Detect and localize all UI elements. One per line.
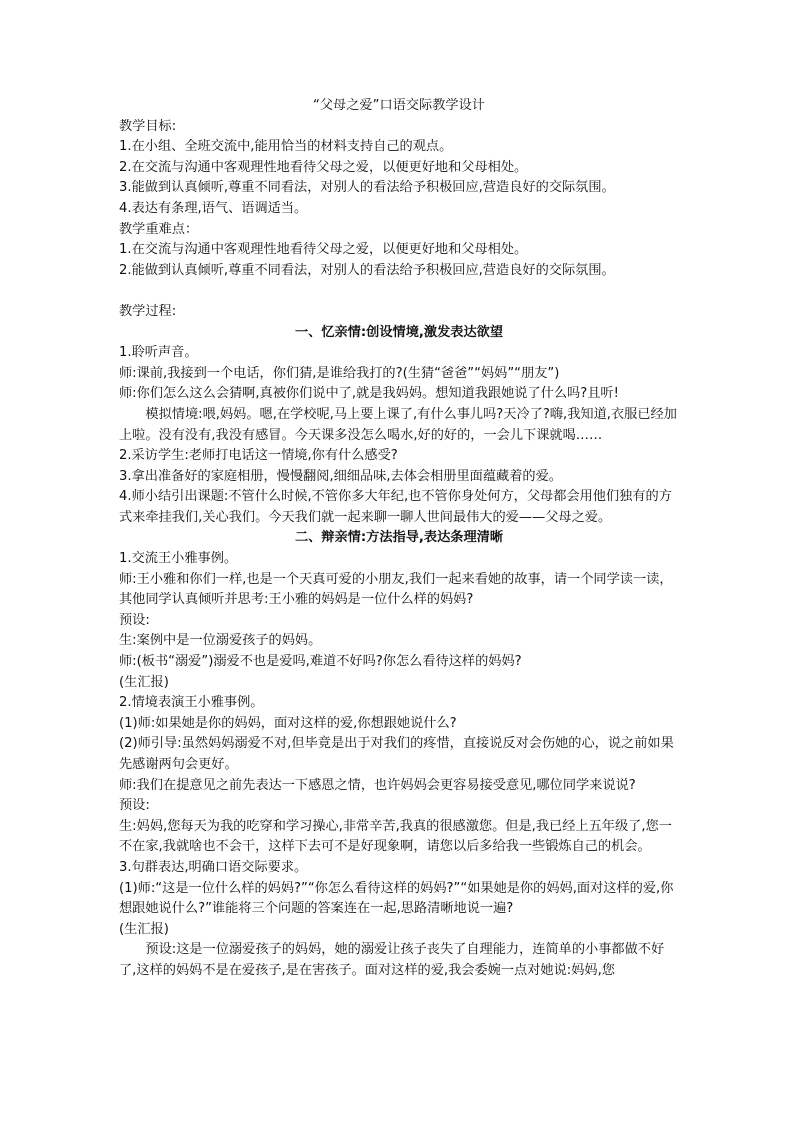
section-heading: 二、辩亲情:方法指导,表达条理清晰 xyxy=(294,530,504,546)
paragraph: 3.拿出准备好的家庭相册，慢慢翻阅,细细品味,去体会相册里面蕴藏着的爱。 xyxy=(119,468,562,484)
paragraph: 预设:这是一位溺爱孩子的妈妈，她的溺爱让孩子丧失了自理能力，连简单的小事都做不好了,这样的妈妈不是在爱孩子,是在害孩子。面对这样的爱,我会委婉一点对她说:妈妈,您 xyxy=(119,942,665,978)
key-points-heading: 教学重难点： xyxy=(119,221,199,237)
paragraph: (1)师:“这是一位什么样的妈妈?”“你怎么看待这样的妈妈?”“如果她是你的妈妈,面对这样的爱,你想跟她说什么?”谁能将三个问题的答案连在一起,思路清晰地说一遍? xyxy=(119,880,674,917)
key-point-item: 2.能做到认真倾听,尊重不同看法，对别人的看法给予积极回应,营造良好的交际氛围。 xyxy=(119,262,615,278)
document-body xyxy=(119,96,679,982)
paragraph: (1)师:如果她是你的妈妈，面对这样的爱,你想跟她说什么? xyxy=(119,715,457,731)
paragraph: (生汇报) xyxy=(119,921,169,937)
paragraph: (2)师引导:虽然妈妈溺爱不对,但毕竟是出于对我们的疼惜，直接说反对会伤她的心，说之前如果先感谢两句会更好。 xyxy=(119,736,674,772)
document-title: “父母之爱”口语交际教学设计 xyxy=(313,98,485,113)
goals-heading: 教学目标: xyxy=(119,118,177,134)
paragraph: 师:你们怎么这么会猜啊,真被你们说中了,就是我妈妈。想知道我跟她说了什么吗?且听! xyxy=(119,386,619,402)
paragraph: 2.情境表演王小雅事例。 xyxy=(119,695,264,711)
goal-item: 4.表达有条理,语气、语调适当。 xyxy=(119,200,308,216)
paragraph: 师:(板书“溺爱”)溺爱不也是爱吗,难道不好吗?你怎么看待这样的妈妈? xyxy=(119,654,522,670)
goal-item: 1.在小组、全班交流中,能用恰当的材料支持自己的观点。 xyxy=(119,139,453,155)
process-heading: 教学过程: xyxy=(119,303,177,319)
paragraph: 3.句群表达,明确口语交际要求。 xyxy=(119,859,308,875)
paragraph: 2.采访学生:老师打电话这一情境,你有什么感受? xyxy=(119,448,398,464)
blank-line xyxy=(119,281,679,302)
paragraph: (生汇报) xyxy=(119,674,169,690)
paragraph: 生:妈妈,您每天为我的吃穿和学习操心,非常辛苦,我真的很感激您。但是,我已经上五年级了,您一不在家,我就啥也不会干，这样下去可不是好现象啊，请您以后多给我一些锻炼自己的机会。 xyxy=(119,818,672,855)
paragraph: 师:王小雅和你们一样,也是一个天真可爱的小朋友,我们一起来看她的故事，请一个同学读一读，其他同学认真倾听并思考:王小雅的妈妈是一位什么样的妈妈? xyxy=(119,571,673,608)
paragraph: 预设: xyxy=(119,798,150,814)
goal-item: 3.能做到认真倾听,尊重不同看法，对别人的看法给予积极回应,营造良好的交际氛围。 xyxy=(119,180,615,196)
paragraph: 模拟情境:喂,妈妈。嗯,在学校呢,马上要上课了,有什么事儿吗?天冷了?嗨,我知道,衣服已经加上啦。没有没有,我没有感冒。今天课多没怎么喝水,好的好的，一会儿下课就喝…… xyxy=(119,406,677,443)
goal-item: 2.在交流与沟通中客观理性地看待父母之爱，以便更好地和父母相处。 xyxy=(119,159,528,175)
paragraph: 师:课前,我接到一个电话，你们猜,是谁给我打的?(生猜“爸爸”“妈妈”“朋友”) xyxy=(119,365,560,381)
paragraph: 预设: xyxy=(119,612,150,628)
paragraph: 1.交流王小雅事例。 xyxy=(119,551,238,567)
paragraph: 4.师小结引出课题:不管什么时候,不管你多大年纪,也不管你身处何方，父母都会用他们独有的方式来牵挂我们,关心我们。今天我们就一起来聊一聊人世间最伟大的爱——父母之爱。 xyxy=(119,489,672,525)
paragraph: 生:案例中是一位溺爱孩子的妈妈。 xyxy=(119,633,322,649)
key-point-item: 1.在交流与沟通中客观理性地看待父母之爱，以便更好地和父母相处。 xyxy=(119,242,528,258)
paragraph: 师:我们在提意见之前先表达一下感恩之情，也许妈妈会更容易接受意见,哪位同学来说说? xyxy=(119,777,636,793)
section-heading: 一、忆亲情:创设情境,激发表达欲望 xyxy=(294,324,504,340)
paragraph: 1.聆听声音。 xyxy=(119,345,198,361)
